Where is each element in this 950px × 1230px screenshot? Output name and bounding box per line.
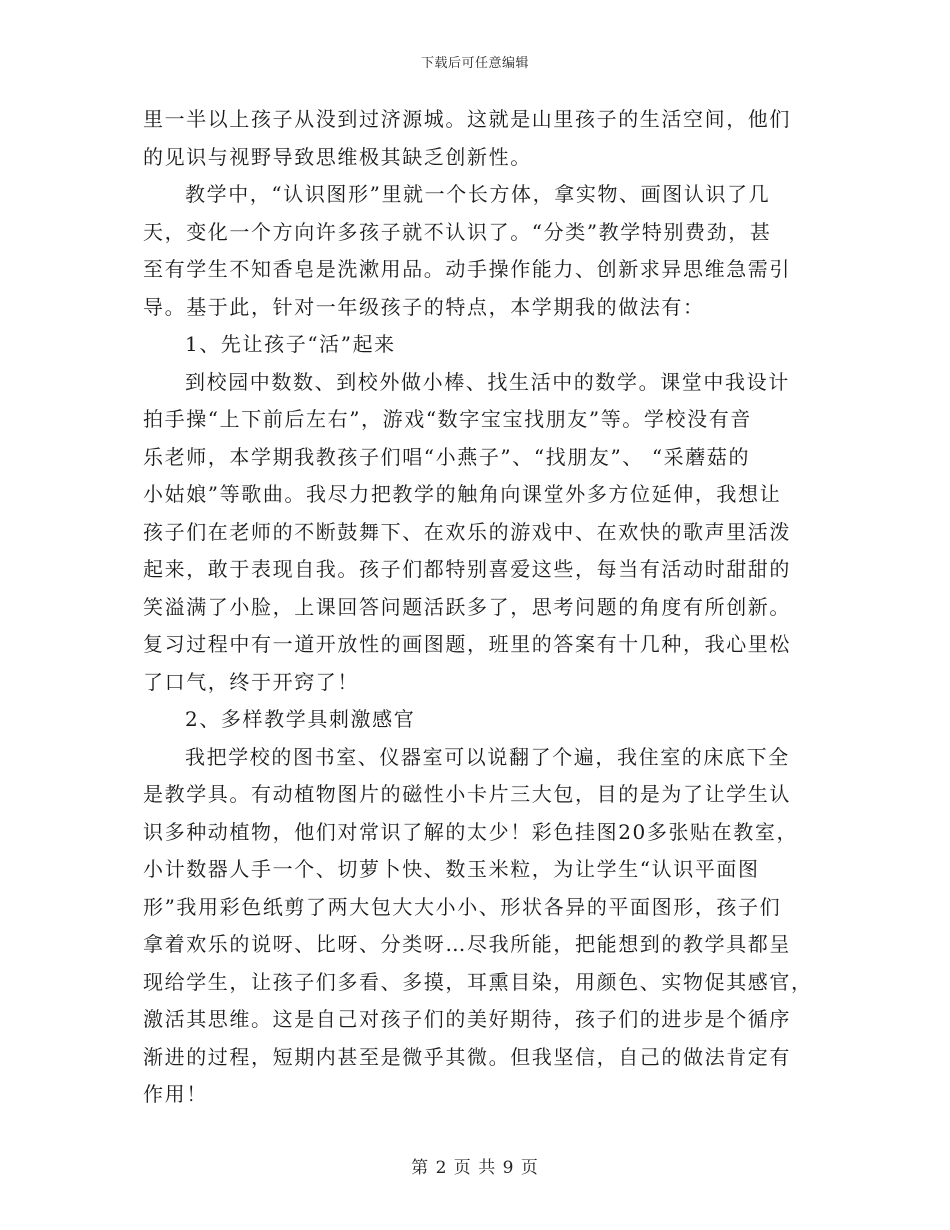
text-line: 复习过程中有一道开放性的画图题，班里的答案有十几种，我心里松 (143, 632, 791, 656)
text-line: 里一半以上孩子从没到过济源城。这就是山里孩子的生活空间，他们 (143, 107, 791, 131)
text-line: 识多种动植物，他们对常识了解的太少！彩色挂图20多张贴在教室， (143, 819, 799, 844)
text-line: 拍手操“上下前后左右”，游戏“数字宝宝找朋友”等。学校没有音 (143, 407, 752, 431)
text-line: 激活其思维。这是自己对孩子们的美好期待，孩子们的进步是个循序 (143, 1007, 791, 1031)
text-line: 是教学具。有动植物图片的磁性小卡片三大包，目的是为了让学生认 (143, 782, 791, 806)
paragraph-start: 到校园中数数、到校外做小棒、找生活中的数学。课堂中我设计 (185, 369, 790, 394)
text-line: 笑溢满了小脸，上课回答问题活跃多了，思考问题的角度有所创新。 (143, 594, 791, 619)
text-line: 作用！ (143, 1082, 208, 1106)
paragraph-start: 我把学校的图书室、仪器室可以说翻了个遍，我住室的床底下全 (185, 744, 790, 769)
page-number-footer: 第 2 页 共 9 页 (411, 1158, 539, 1178)
text-line: 导。基于此，针对一年级孩子的特点，本学期我的做法有： (143, 294, 705, 319)
text-line: 乐老师，本学期我教孩子们唱“小燕子”、“找朋友”、 “采蘑菇的 (143, 444, 751, 469)
text-line: 了口气，终于开窍了！ (143, 669, 359, 694)
text-line: 小姑娘”等歌曲。我尽力把教学的触角向课堂外多方位延伸，我想让 (143, 482, 782, 506)
section-heading-2: 2、多样教学具刺激感官 (185, 707, 416, 731)
document-body (143, 101, 811, 1114)
page-header: 下载后可任意编辑 (420, 56, 529, 71)
text-line: 的见识与视野导致思维极其缺乏创新性。 (143, 144, 532, 169)
text-line: 天，变化一个方向许多孩子就不认识了。“分类”教学特别费劲，甚 (143, 219, 772, 244)
text-line: 拿着欢乐的说呀、比呀、分类呀…尽我所能，把能想到的教学具都呈 (143, 932, 791, 956)
text-line: 小计数器人手一个、切萝卜快、数玉米粒，为让学生“认识平面图 (143, 857, 760, 881)
text-line: 形”我用彩色纸剪了两大包大大小小、形状各异的平面图形，孩子们 (143, 894, 782, 919)
paragraph-start: 教学中，“认识图形”里就一个长方体，拿实物、画图认识了几 (185, 182, 771, 206)
text-line: 渐进的过程，短期内甚至是微乎其微。但我坚信，自己的做法肯定有 (143, 1044, 791, 1069)
text-line: 起来，敢于表现自我。孩子们都特别喜爱这些，每当有活动时甜甜的 (143, 557, 791, 581)
section-heading-1: 1、先让孩子“活”起来 (185, 332, 396, 356)
text-line: 至有学生不知香皂是洗漱用品。动手操作能力、创新求异思维急需引 (143, 257, 791, 281)
text-line: 孩子们在老师的不断鼓舞下、在欢乐的游戏中、在欢快的歌声里活泼 (143, 519, 791, 544)
text-line: 现给学生，让孩子们多看、多摸，耳熏目染，用颜色、实物促其感官， (143, 969, 813, 994)
